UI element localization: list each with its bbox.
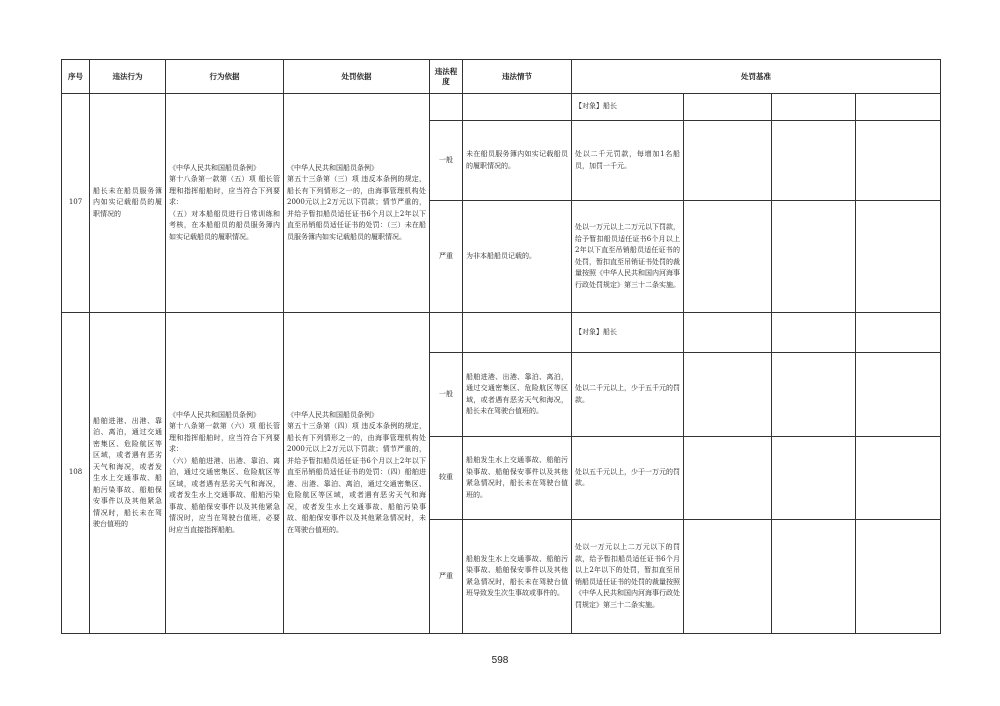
empty-cell	[856, 94, 941, 121]
empty-cell	[856, 353, 941, 437]
degree-cell-empty	[430, 94, 463, 121]
penalty-basis-cell: 《中华人民共和国船员条例》 第五十三条第（四）项 违反本条例的规定，船长有下列情形之一的，由海事管理机构处2000元以上2万元以下罚款；情节严重的，并给予暂扣船员适任证书6个月以上2年以下直至吊销船员适任证书的处罚：（四）船舶进港、出港、靠泊、离泊，通过交通密集区、危险航区等区域，或者遇有恶劣天气和海况，或者发生水上交通事故、船舶污染事故、船舶保安事件以及其他紧急情况时，未在驾驶台值班的。	[284, 313, 430, 634]
header-standard: 处罚基准	[572, 60, 941, 94]
target-cell: 【对象】船长	[572, 313, 684, 353]
circumstance-cell: 船舶发生水上交通事故、船舶污染事故、船舶保安事件以及其他紧急情况时，船长未在驾驶台值班的。	[463, 437, 572, 520]
circumstance-cell-empty	[463, 94, 572, 121]
circumstance-cell: 未在船员服务簿内如实记载船员的履职情况的。	[463, 121, 572, 201]
empty-cell	[772, 520, 856, 634]
empty-cell	[772, 121, 856, 201]
empty-cell	[772, 437, 856, 520]
header-circumstance: 违法情节	[463, 60, 572, 94]
degree-cell: 一般	[430, 121, 463, 201]
target-cell: 【对象】船长	[572, 94, 684, 121]
degree-cell: 严重	[430, 520, 463, 634]
header-basis: 行为依据	[166, 60, 284, 94]
empty-cell	[684, 353, 772, 437]
empty-cell	[772, 201, 856, 313]
standard-cell: 处以二千元罚款，每增加1名船员，加罚一千元。	[572, 121, 684, 201]
basis-cell: 《中华人民共和国船员条例》 第十八条第一款第（六）项 船长管理和指挥船舶时，应当符合下列要求： （六）船舶进港、出港、靠泊、离泊，通过交通密集区、危险航区等区域，或者遇有恶劣天气和海况，或者发生水上交通事故、船舶污染事故、船舶保安事件以及其他紧急情况时，应当在驾驶台值班，必要时应当直接指挥船舶。	[166, 313, 284, 634]
table-row	[62, 94, 941, 121]
standard-cell: 处以一万元以上二万元以下的罚款，给予暂扣船员适任证书6个月以上2年以下的处罚，暂扣直至吊销船员适任证书的处罚的裁量按照《中华人民共和国内河海事行政处罚规定》第三十二条实施。	[572, 520, 684, 634]
circumstance-cell-empty	[463, 313, 572, 353]
standard-cell: 处以二千元以上，少于五千元的罚款。	[572, 353, 684, 437]
empty-cell	[684, 121, 772, 201]
header-row	[62, 60, 941, 94]
empty-cell	[684, 313, 772, 353]
empty-cell	[856, 313, 941, 353]
circumstance-cell: 船舶发生水上交通事故、船舶污染事故、船舶保安事件以及其他紧急情况时，船长未在驾驶台值班导致发生次生事故或事件的。	[463, 520, 572, 634]
seq-cell: 108	[62, 313, 90, 634]
standard-cell: 处以五千元以上，少于一万元的罚款。	[572, 437, 684, 520]
empty-cell	[684, 437, 772, 520]
standard-cell: 处以一万元以上二万元以下罚款，给予暂扣船员适任证书6个月以上2年以下直至吊销船员适任证书的处罚，暂扣直至吊销证书处罚的裁量按照《中华人民共和国内河海事行政处罚规定》第三十二条实施。	[572, 201, 684, 313]
header-act: 违法行为	[90, 60, 166, 94]
seq-cell: 107	[62, 94, 90, 313]
degree-cell: 严重	[430, 201, 463, 313]
header-penalty-basis: 处罚依据	[284, 60, 430, 94]
circumstance-cell: 为非本船船员记载的。	[463, 201, 572, 313]
empty-cell	[684, 520, 772, 634]
penalty-basis-cell: 《中华人民共和国船员条例》 第五十三条第（三）项 违反本条例的规定，船长有下列情形之一的，由海事管理机构处2000元以上2万元以下罚款；情节严重的，并给予暂扣船员适任证书6个月以上2年以下直至吊销船员适任证书的处罚：（三）未在船员服务簿内如实记载船员的履职情况。	[284, 94, 430, 313]
basis-cell: 《中华人民共和国船员条例》 第十八条第一款第（五）项 船长管理和指挥船舶时，应当符合下列要求： （五）对本船船员进行日常训练和考核，在本船船员的船员服务簿内如实记载船员的履职情况。	[166, 94, 284, 313]
header-seq: 序号	[62, 60, 90, 94]
degree-cell: 一般	[430, 353, 463, 437]
degree-cell-empty	[430, 313, 463, 353]
empty-cell	[856, 201, 941, 313]
header-degree: 违法程度	[430, 60, 463, 94]
circumstance-cell: 船舶进港、出港、靠泊、离泊，通过交通密集区、危险航区等区域，或者遇有恶劣天气和海况，船长未在驾驶台值班的。	[463, 353, 572, 437]
empty-cell	[856, 520, 941, 634]
empty-cell	[772, 94, 856, 121]
act-cell: 船舶进港、出港、靠泊、离泊，通过交通密集区、危险航区等区域，或者遇有恶劣天气和海况，或者发生水上交通事故、船舶污染事故、船舶保安事件以及其他紧急情况时，船长未在驾驶台值班的	[90, 313, 166, 634]
empty-cell	[772, 313, 856, 353]
degree-cell: 较重	[430, 437, 463, 520]
table-row	[62, 313, 941, 353]
empty-cell	[684, 201, 772, 313]
empty-cell	[684, 94, 772, 121]
penalty-table	[61, 59, 941, 634]
act-cell: 船长未在船员服务簿内如实记载船员的履职情况的	[90, 94, 166, 313]
page-number: 598	[491, 655, 509, 666]
empty-cell	[772, 353, 856, 437]
empty-cell	[856, 121, 941, 201]
empty-cell	[856, 437, 941, 520]
